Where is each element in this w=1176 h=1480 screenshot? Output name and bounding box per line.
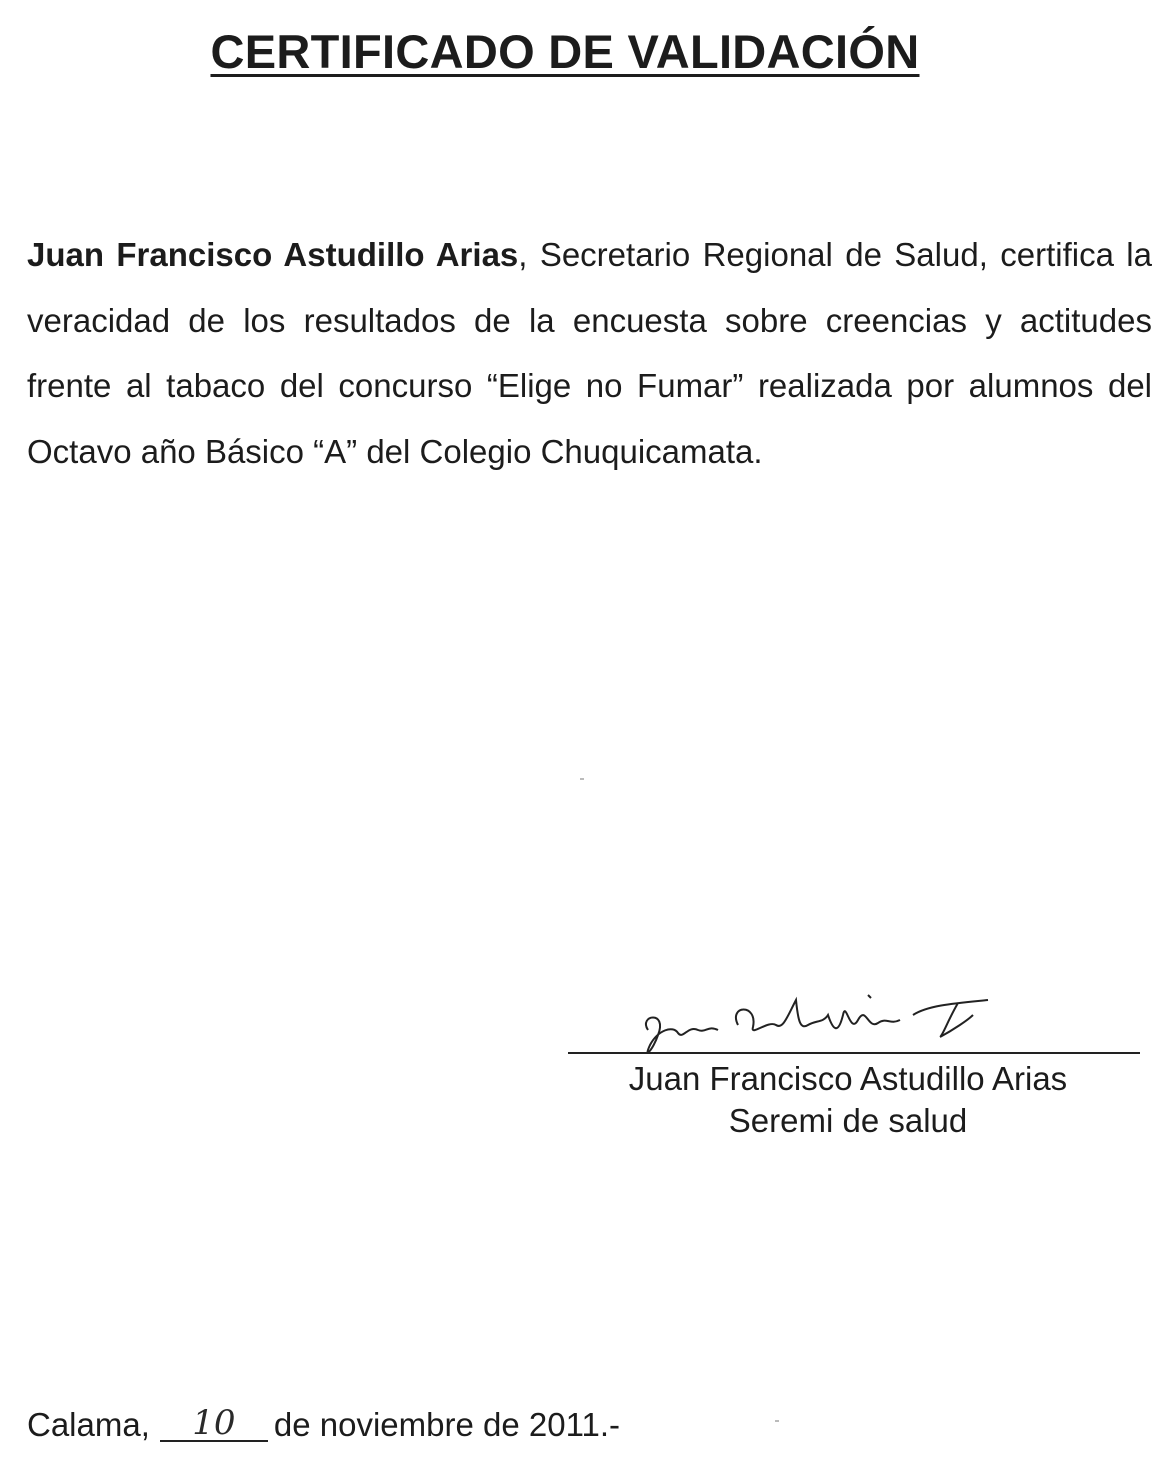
scan-speck [775,1420,779,1422]
day-field [160,1400,268,1442]
certificate-body [27,222,1152,484]
certificate-body-text: , Secretario Regional de Salud, certifica la veracidad de los resultados de la encuesta sobre creencias y actitudes frente al tabaco del concurso “Elige no Fumar” realizada por alumnos del Octavo año Básico “A” del Colegio Chuquicamata. [27,236,1152,470]
date-city: Calama, [27,1406,150,1443]
scan-speck [580,778,584,780]
handwritten-day: 10 [192,1403,236,1443]
signer-name: Juan Francisco Astudillo Arias [628,1060,1068,1097]
signer-role: Seremi de salud [728,1102,968,1139]
signature-line [568,1052,1140,1054]
date-suffix: de noviembre de 2011.- [273,1406,621,1443]
certifier-name: Juan Francisco Astudillo Arias [27,236,519,273]
date-line [27,1400,620,1450]
document-title: CERTIFICADO DE VALIDACIÓN [210,25,920,78]
